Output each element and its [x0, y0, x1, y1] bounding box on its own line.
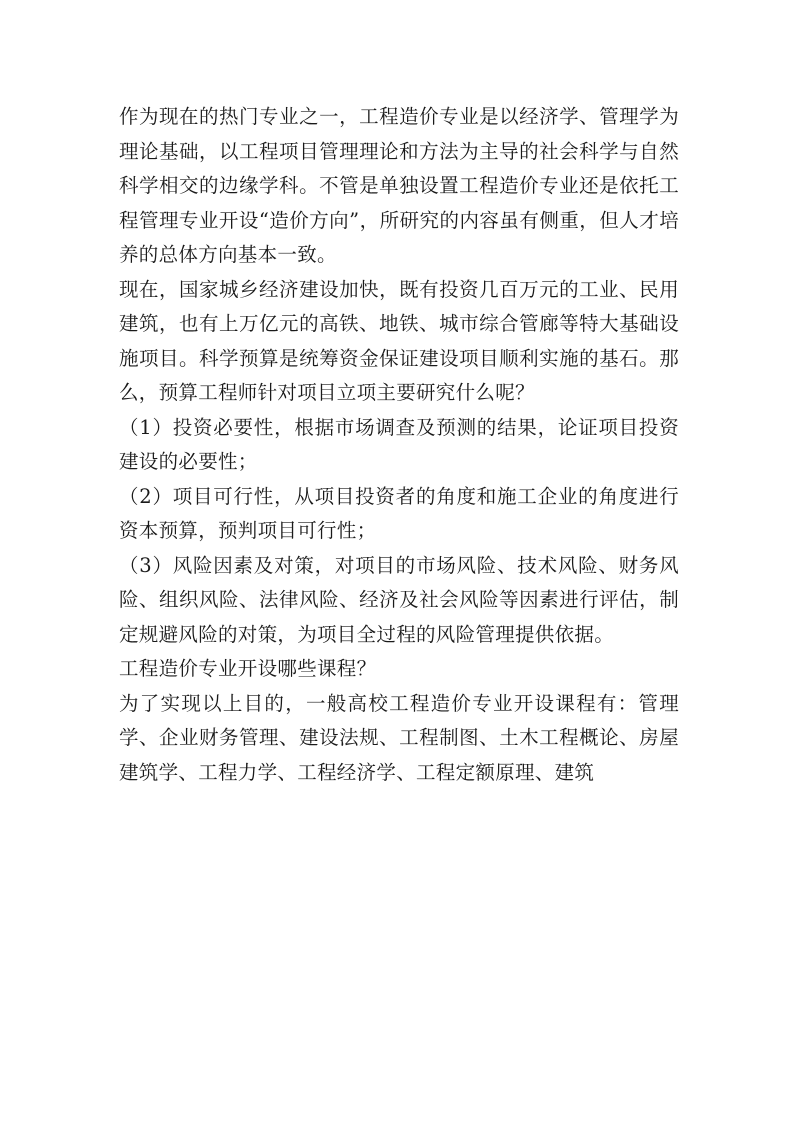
intro-paragraph: 作为现在的热门专业之一，工程造价专业是以经济学、管理学为理论基础，以工程项目管理理论和方法为主导的社会科学与自然科学相交的边缘学科。不管是单独设置工程造价专业还是依托工程管理专业开设“造价方向”，所研究的内容虽有侧重，但人才培养的总体方向基本一致。	[119, 105, 679, 266]
list-item-investment-necessity: （1）投资必要性，根据市场调查及预测的结果，论证项目投资建设的必要性；	[119, 415, 679, 473]
list-item-project-feasibility: （2）项目可行性，从项目投资者的角度和施工企业的角度进行资本预算，预判项目可行性；	[119, 484, 679, 542]
section-question-heading: 工程造价专业开设哪些课程？	[119, 657, 377, 680]
context-paragraph: 现在，国家城乡经济建设加快，既有投资几百万元的工业、民用建筑，也有上万亿元的高铁、地铁、城市综合管廊等特大基础设施项目。科学预算是统筹资金保证建设项目顺利实施的基石。那么，预算工程师针对项目立项主要研究什么呢？	[119, 277, 679, 404]
courses-paragraph: 为了实现以上目的，一般高校工程造价专业开设课程有：管理学、企业财务管理、建设法规、工程制图、土木工程概论、房屋建筑学、工程力学、工程经济学、工程定额原理、建筑	[119, 691, 679, 784]
list-item-risk-factors: （3）风险因素及对策，对项目的市场风险、技术风险、财务风险、组织风险、法律风险、经济及社会风险等因素进行评估，制定规避风险的对策，为项目全过程的风险管理提供依据。	[119, 553, 679, 646]
document-body	[119, 100, 679, 790]
